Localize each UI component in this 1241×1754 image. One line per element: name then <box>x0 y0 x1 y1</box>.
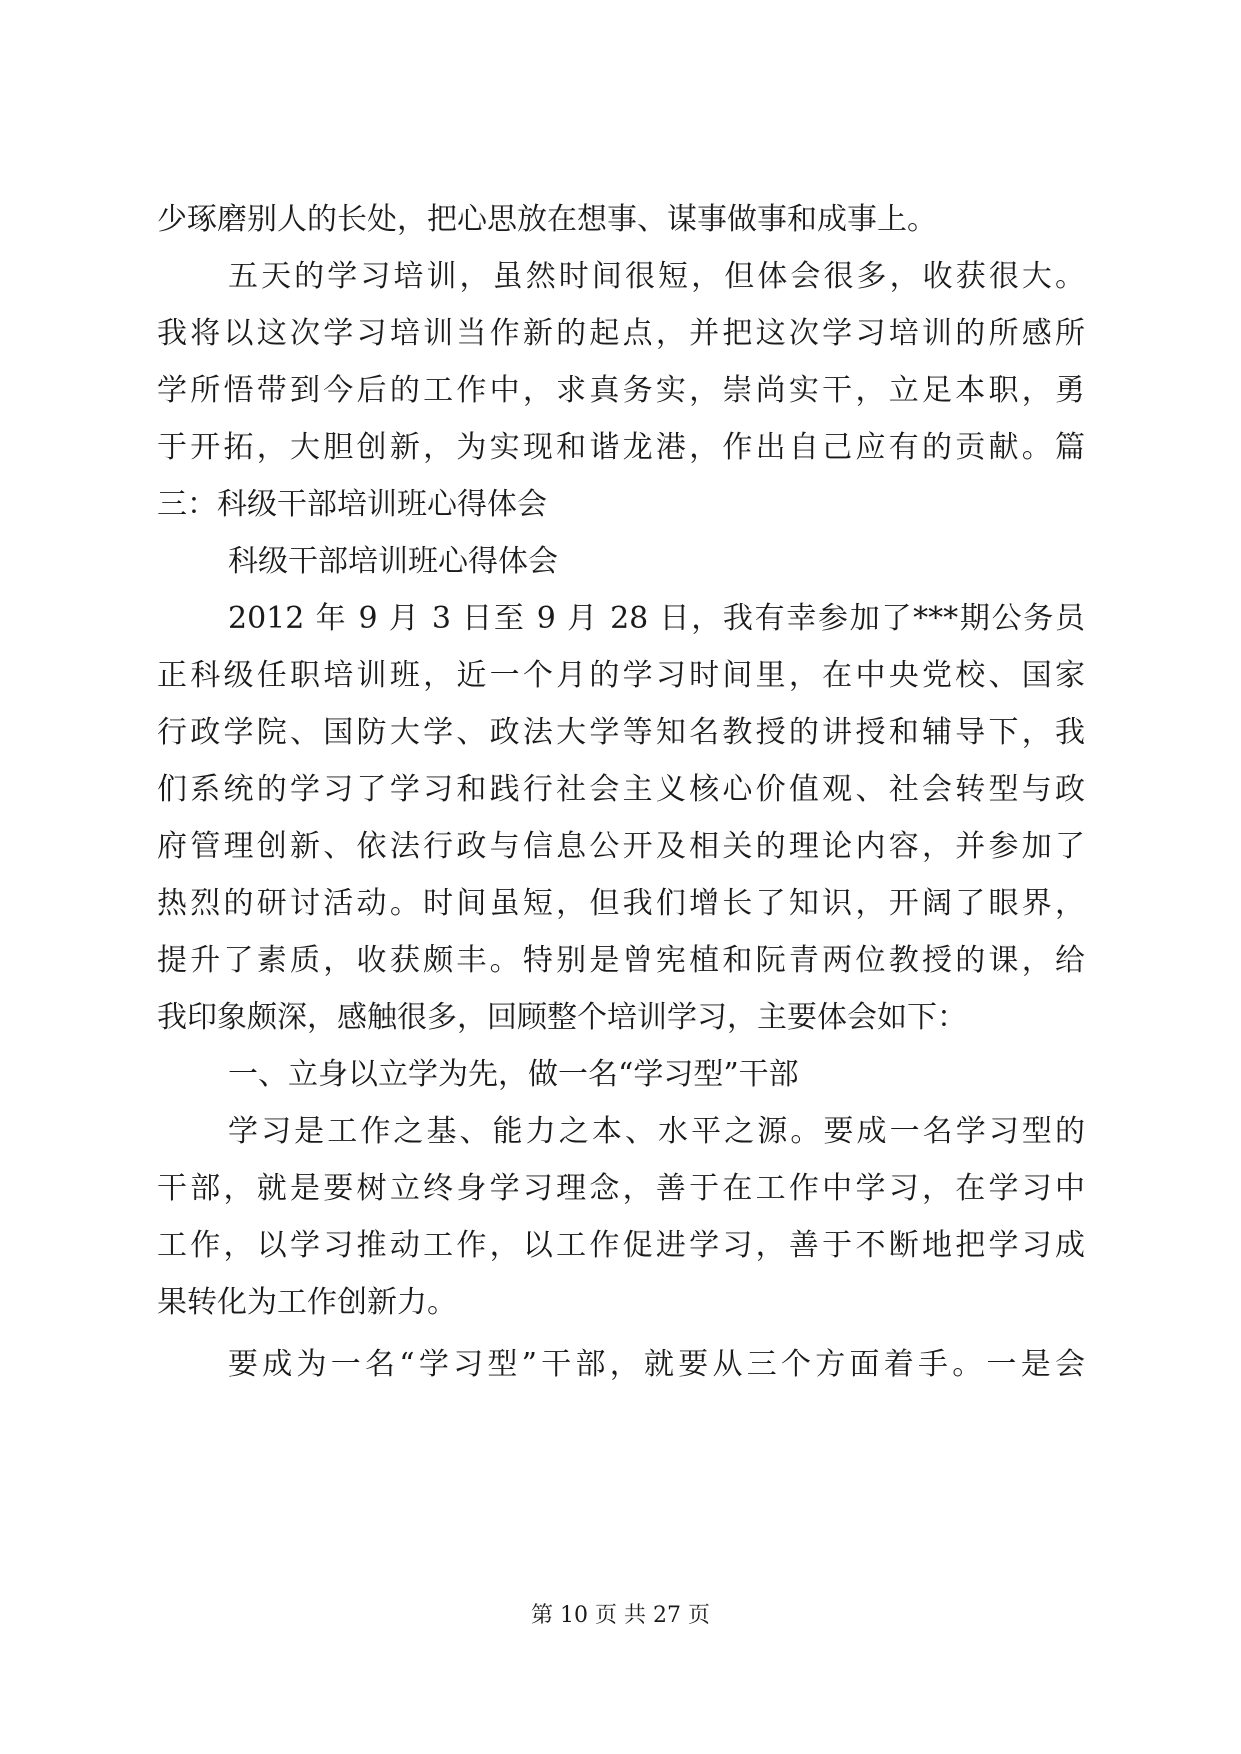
text-line: 学所悟带到今后的工作中，求真务实，崇尚实干，立足本职，勇 <box>157 373 1085 408</box>
text-line: 干部，就是要树立终身学习理念，善于在工作中学习，在学习中 <box>157 1171 1085 1206</box>
text-line: 要成为一名“学习型”干部，就要从三个方面着手。一是会 <box>228 1347 1085 1382</box>
text-line: 我将以这次学习培训当作新的起点，并把这次学习培训的所感所 <box>157 316 1085 351</box>
text-line: 正科级任职培训班，近一个月的学习时间里，在中央党校、国家 <box>157 658 1085 693</box>
text-line: 们系统的学习了学习和践行社会主义核心价值观、社会转型与政 <box>157 772 1085 807</box>
text-line: 学习是工作之基、能力之本、水平之源。要成一名学习型的 <box>228 1114 1085 1149</box>
text-line: 府管理创新、依法行政与信息公开及相关的理论内容，并参加了 <box>157 829 1085 864</box>
section-heading: 三：科级干部培训班心得体会 <box>157 487 547 522</box>
text-line: 热烈的研讨活动。时间虽短，但我们增长了知识，开阔了眼界， <box>157 886 1085 921</box>
text-line: 于开拓，大胆创新，为实现和谐龙港，作出自己应有的贡献。篇 <box>157 430 1085 465</box>
subsection-heading: 一、立身以立学为先，做一名“学习型”干部 <box>228 1057 799 1092</box>
text-line: 2012 年 9 月 3 日至 9 月 28 日，我有幸参加了***期公务员 <box>228 601 1085 636</box>
page-number: 第 10 页 共 27 页 <box>531 1603 710 1628</box>
text-line: 行政学院、国防大学、政法大学等知名教授的讲授和辅导下，我 <box>157 715 1085 750</box>
text-line: 工作，以学习推动工作，以工作促进学习，善于不断地把学习成 <box>157 1228 1085 1263</box>
text-line: 五天的学习培训，虽然时间很短，但体会很多，收获很大。 <box>228 259 1085 294</box>
text-line: 果转化为工作创新力。 <box>157 1285 457 1320</box>
text-line: 提升了素质，收获颇丰。特别是曾宪植和阮青两位教授的课，给 <box>157 943 1085 978</box>
section-title: 科级干部培训班心得体会 <box>228 544 558 579</box>
text-line: 少琢磨别人的长处，把心思放在想事、谋事做事和成事上。 <box>157 202 937 237</box>
text-line: 我印象颇深，感触很多，回顾整个培训学习，主要体会如下： <box>157 1000 967 1035</box>
